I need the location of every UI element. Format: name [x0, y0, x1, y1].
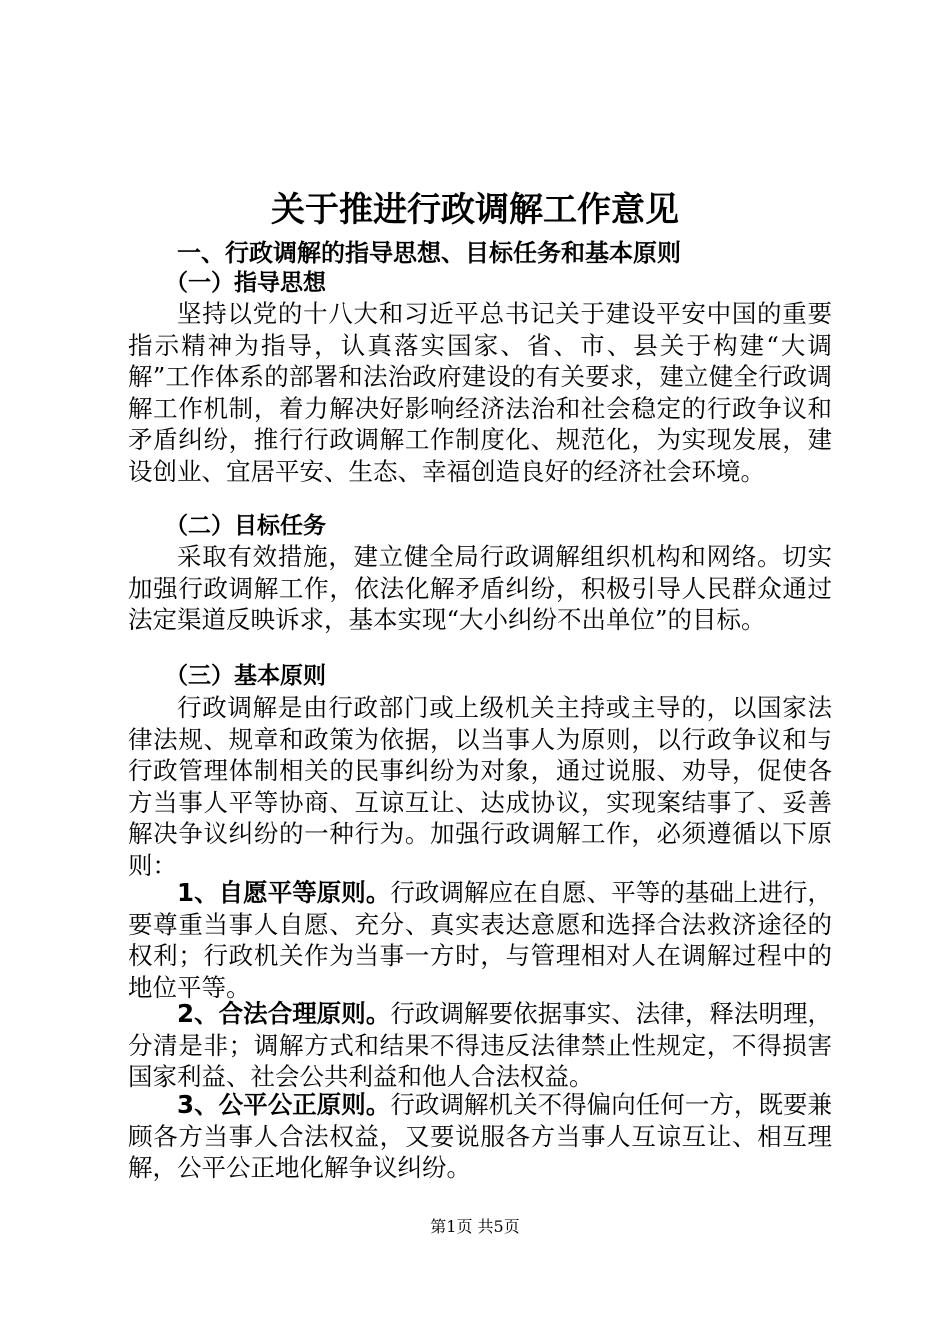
principle-text: 行政调解机关不得偏向任何一方，既要兼顾各方当事人合法权益，又要说服各方当事人互谅互让、相互理解，公平公正地化解争议纠纷。 — [128, 1090, 833, 1183]
principles-intro-paragraph — [128, 692, 832, 882]
goals-paragraph — [128, 541, 832, 636]
section-heading: 一、行政调解的指导思想、目标任务和基本原则 — [177, 239, 681, 267]
principle-lead: 3、公平公正原则。 — [177, 1090, 391, 1119]
principle-text: 行政调解应在自愿、平等的基础上进行，要尊重当事人自愿、充分、真实表达意愿和选择合法救济途径的权利；行政机关作为当事一方时，与管理相对人在调解过程中的地位平等。 — [128, 878, 833, 1002]
paragraph-text: 行政调解是由行政部门或上级机关主持或主导的，以国家法律法规、规章和政策为依据，以当事人为原则，以行政争议和与行政管理体制相关的民事纠纷为对象，通过说服、劝导，促使各方当事人平等协商、互谅互让、达成协议，实现案结事了、妥善解决争议纠纷的一种行为。加强行政调解工作，必须遵循以下原则： — [128, 693, 832, 880]
subsection-heading-goals: （二）目标任务 — [165, 513, 326, 539]
principle-item-1 — [128, 877, 832, 1003]
page-number-footer: 第1页 共5页 — [430, 1217, 520, 1236]
subsection-heading-principles: （三）基本原则 — [165, 663, 326, 689]
paragraph-text: 坚持以党的十八大和习近平总书记关于建设平安中国的重要指示精神为指导，认真落实国家、省、市、县关于构建“大调解”工作体系的部署和法治政府建设的有关要求，建立健全行政调解工作机制，着力解决好影响经济法治和社会稳定的行政争议和矛盾纠纷，推行行政调解工作制度化、规范化，为实现发展，建设创业、宜居平安、生态、幸福创造良好的经济社会环境。 — [128, 299, 832, 486]
principle-item-2 — [128, 998, 832, 1093]
principle-item-3 — [128, 1089, 832, 1184]
document-title: 关于推进行政调解工作意见 — [271, 190, 679, 230]
principle-lead: 2、合法合理原则。 — [177, 999, 391, 1028]
guiding-ideology-paragraph — [128, 298, 832, 488]
subsection-heading-guiding-ideology: （一）指导思想 — [165, 270, 326, 296]
principle-lead: 1、自愿平等原则。 — [177, 878, 391, 907]
principle-text: 行政调解要依据事实、法律，释法明理，分清是非；调解方式和结果不得违反法律禁止性规定，不得损害国家利益、社会公共利益和他人合法权益。 — [128, 999, 833, 1092]
paragraph-text: 采取有效措施，建立健全局行政调解组织机构和网络。切实加强行政调解工作，依法化解矛盾纠纷，积极引导人民群众通过法定渠道反映诉求，基本实现“大小纠纷不出单位”的目标。 — [128, 542, 832, 635]
